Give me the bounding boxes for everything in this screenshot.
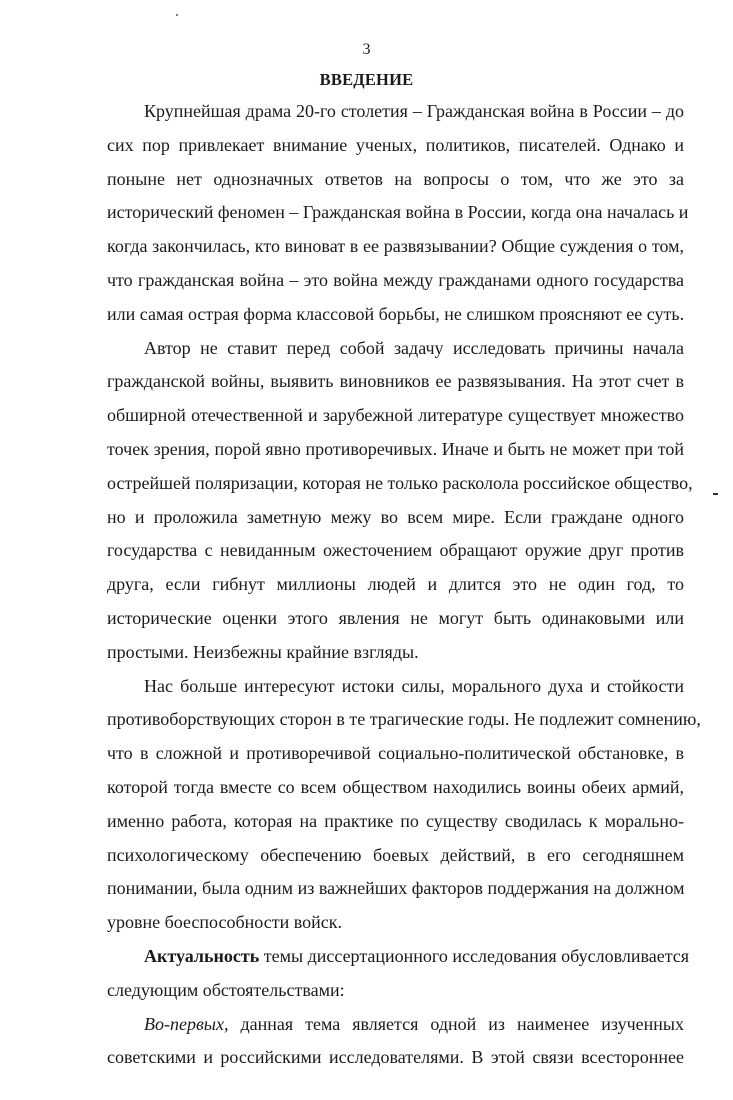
paragraph-5: [107, 1008, 684, 1076]
text-line: гражданской войны, выявить виновников ее развязывания. На этот счет в: [107, 371, 684, 392]
text-line: понимании, была одним из важнейших факторов поддержания на должном: [107, 878, 685, 899]
scan-mark: [713, 493, 718, 495]
relevance-term: Актуальность: [144, 945, 260, 966]
text-line: исторические оценки этого явления не могут быть одинаковыми или: [107, 607, 684, 628]
text-line: что гражданская война – это война между гражданами одного государства: [107, 269, 684, 290]
text-line: государства с невиданным ожесточением обращают оружие друг против: [107, 540, 684, 561]
page-number: 3: [362, 41, 371, 58]
scan-speck: [176, 14, 178, 16]
text-line: когда закончилась, кто виноват в ее развязывании? Общие суждения о том,: [107, 236, 684, 257]
text-line: но и проложила заметную межу во всем мире. Если граждане одного: [107, 506, 684, 527]
text-line: советскими и российскими исследователями. В этой связи всестороннее: [107, 1047, 684, 1068]
text-line: [107, 1008, 684, 1042]
paragraph-4: [107, 940, 690, 1008]
text-line: исторический феномен – Гражданская война в России, когда она началась и: [107, 202, 689, 223]
paragraph-2: [107, 332, 693, 670]
text-line: Автор не ставит перед собой задачу исследовать причины начала: [144, 337, 684, 358]
paragraph-3: [107, 670, 701, 940]
paragraph-1: [107, 95, 689, 332]
text-line: точек зрения, порой явно противоречивых. Иначе и быть не может при той: [107, 438, 684, 459]
text-line: сих пор привлекает внимание ученых, политиков, писателей. Однако и: [107, 134, 684, 155]
text-line: острейшей поляризации, которая не только расколола российское общество,: [107, 472, 693, 493]
text-line: противоборствующих сторон в те трагические годы. Не подлежит сомнению,: [107, 709, 701, 730]
text-line: психологическому обеспечению боевых действий, в его сегодняшнем: [107, 844, 684, 865]
text-line: которой тогда вместе со всем обществом находились воины обеих армий,: [107, 776, 684, 797]
body-text: [107, 95, 701, 1075]
text-line: Крупнейшая драма 20-го столетия – Гражданская война в России – до: [144, 101, 684, 121]
firstly-term: Во-первых,: [144, 1013, 229, 1034]
text-line: обширной отечественной и зарубежной литературе существует множество: [107, 405, 684, 426]
text-line: или самая острая форма классовой борьбы, не слишком проясняют ее суть.: [107, 303, 685, 324]
text-line: следующим обстоятельствами:: [107, 979, 345, 1000]
text-line: уровне боеспособности войск.: [107, 912, 342, 933]
section-heading: ВВЕДЕНИЕ: [319, 70, 414, 89]
text-run: данная тема является одной из наименее изученных: [228, 1013, 684, 1034]
text-line: друга, если гибнут миллионы людей и длится это не один год, то: [107, 574, 684, 595]
text-line: Нас больше интересуют истоки силы, морального духа и стойкости: [144, 675, 684, 696]
text-line: [107, 940, 690, 974]
text-line: поныне нет однозначных ответов на вопросы о том, что же это за: [107, 168, 684, 189]
text-line: что в сложной и противоречивой социально-политической обстановке, в: [107, 743, 684, 764]
text-line: простыми. Неизбежны крайние взгляды.: [107, 641, 419, 662]
text-run: темы диссертационного исследования обусловливается: [259, 945, 690, 966]
text-line: именно работа, которая на практике по существу сводилась к морально-: [107, 810, 684, 831]
